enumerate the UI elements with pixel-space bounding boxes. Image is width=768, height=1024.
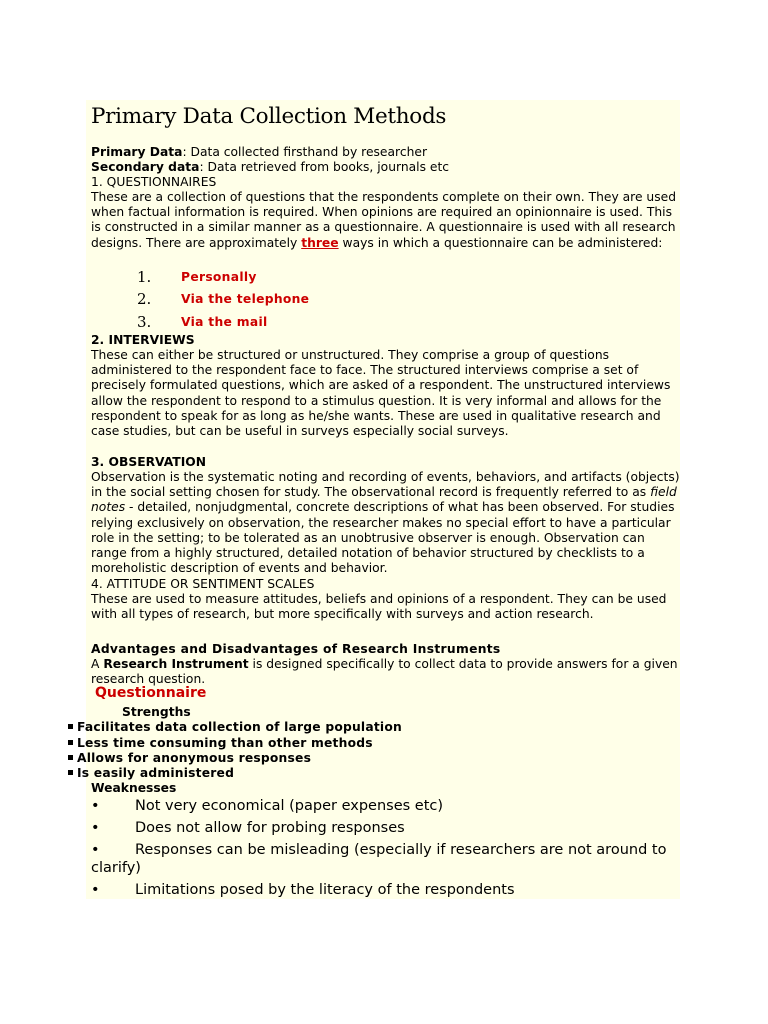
weaknesses-label: Weaknesses [91,781,177,795]
attitude-heading: 4. ATTITUDE OR SENTIMENT SCALES [91,577,315,591]
research-instrument-paragraph: A Research Instrument is designed specifically to collect data to provide answers for a given research question. [91,657,678,687]
admin-list-item: Via the mail [181,315,268,329]
square-bullet-icon [68,770,73,775]
advantages-heading: Advantages and Disadvantages of Research Instruments [91,642,501,656]
square-bullet-icon [68,740,73,745]
weakness-item: • Does not allow for probing responses [91,820,405,836]
strength-item: Facilitates data collection of large population [68,720,402,734]
square-bullet-icon [68,724,73,729]
attitude-paragraph: These are used to measure attitudes, beliefs and opinions of a respondent. They can be used with all types of research, but more specifically with surveys and action research. [91,592,667,622]
interviews-heading: 2. INTERVIEWS [91,333,195,347]
secondary-data-line: Secondary data: Data retrieved from books, journals etc [91,160,450,174]
weakness-item: • Not very economical (paper expenses etc) [91,798,444,814]
weakness-item: • Limitations posed by the literacy of the respondents [91,882,515,898]
bullet-icon: • [91,820,100,836]
questionnaire-label: Questionnaire [95,685,207,701]
strength-item: Is easily administered [68,766,234,780]
strength-item: Allows for anonymous responses [68,751,311,765]
bullet-icon: • [91,842,100,858]
page-title: Primary Data Collection Methods [91,104,447,129]
observation-paragraph: Observation is the systematic noting and recording of events, behaviors, and artifacts (objects) in the social setting chosen for study. The observational record is frequently referred to as field notes - detailed, nonjudgmental, concrete descriptions of what has been observed. For studies relying exclusively on observation, the researcher makes no special effort to have a particular role in the setting; to be tolerated as an unobtrusive observer is enough. Observation can range from a highly structured, detailed notation of behavior structured by checklists to a moreholistic description of events and behavior. [91,470,680,576]
primary-data-line: Primary Data: Data collected firsthand by researcher [91,145,427,159]
admin-list-num: 2. [137,290,152,308]
admin-list-item: Personally [181,270,257,284]
observation-heading: 3. OBSERVATION [91,455,207,469]
admin-list-num: 3. [137,313,152,331]
admin-list-item: Via the telephone [181,292,310,306]
bullet-icon: • [91,798,100,814]
strengths-label: Strengths [122,705,191,719]
three-link[interactable]: three [301,235,339,250]
questionnaires-paragraph: These are a collection of questions that the respondents complete on their own. They are used when factual information is required. When opinions are required an opinionnaire is used. This is constructed in a similar manner as a questionnaire. A questionnaire is used with all research designs. There are approximately three ways in which a questionnaire can be administered: [91,190,677,250]
square-bullet-icon [68,755,73,760]
bullet-icon: • [91,882,100,898]
strength-item: Less time consuming than other methods [68,736,373,750]
weakness-item: • Responses can be misleading (especially if researchers are not around to clarify) [91,842,667,876]
interviews-paragraph: These can either be structured or unstructured. They comprise a group of questions administered to the respondent face to face. The structured interviews comprise a set of precisely formulated questions, which are asked of a respondent. The unstructured interviews allow the respondent to respond to a stimulus question. It is very informal and allows for the respondent to speak for as long as he/she wants. These are used in qualitative research and case studies, but can be useful in surveys especially social surveys. [91,348,671,439]
questionnaires-heading: 1. QUESTIONNAIRES [91,175,217,189]
admin-list-num: 1. [137,268,152,286]
